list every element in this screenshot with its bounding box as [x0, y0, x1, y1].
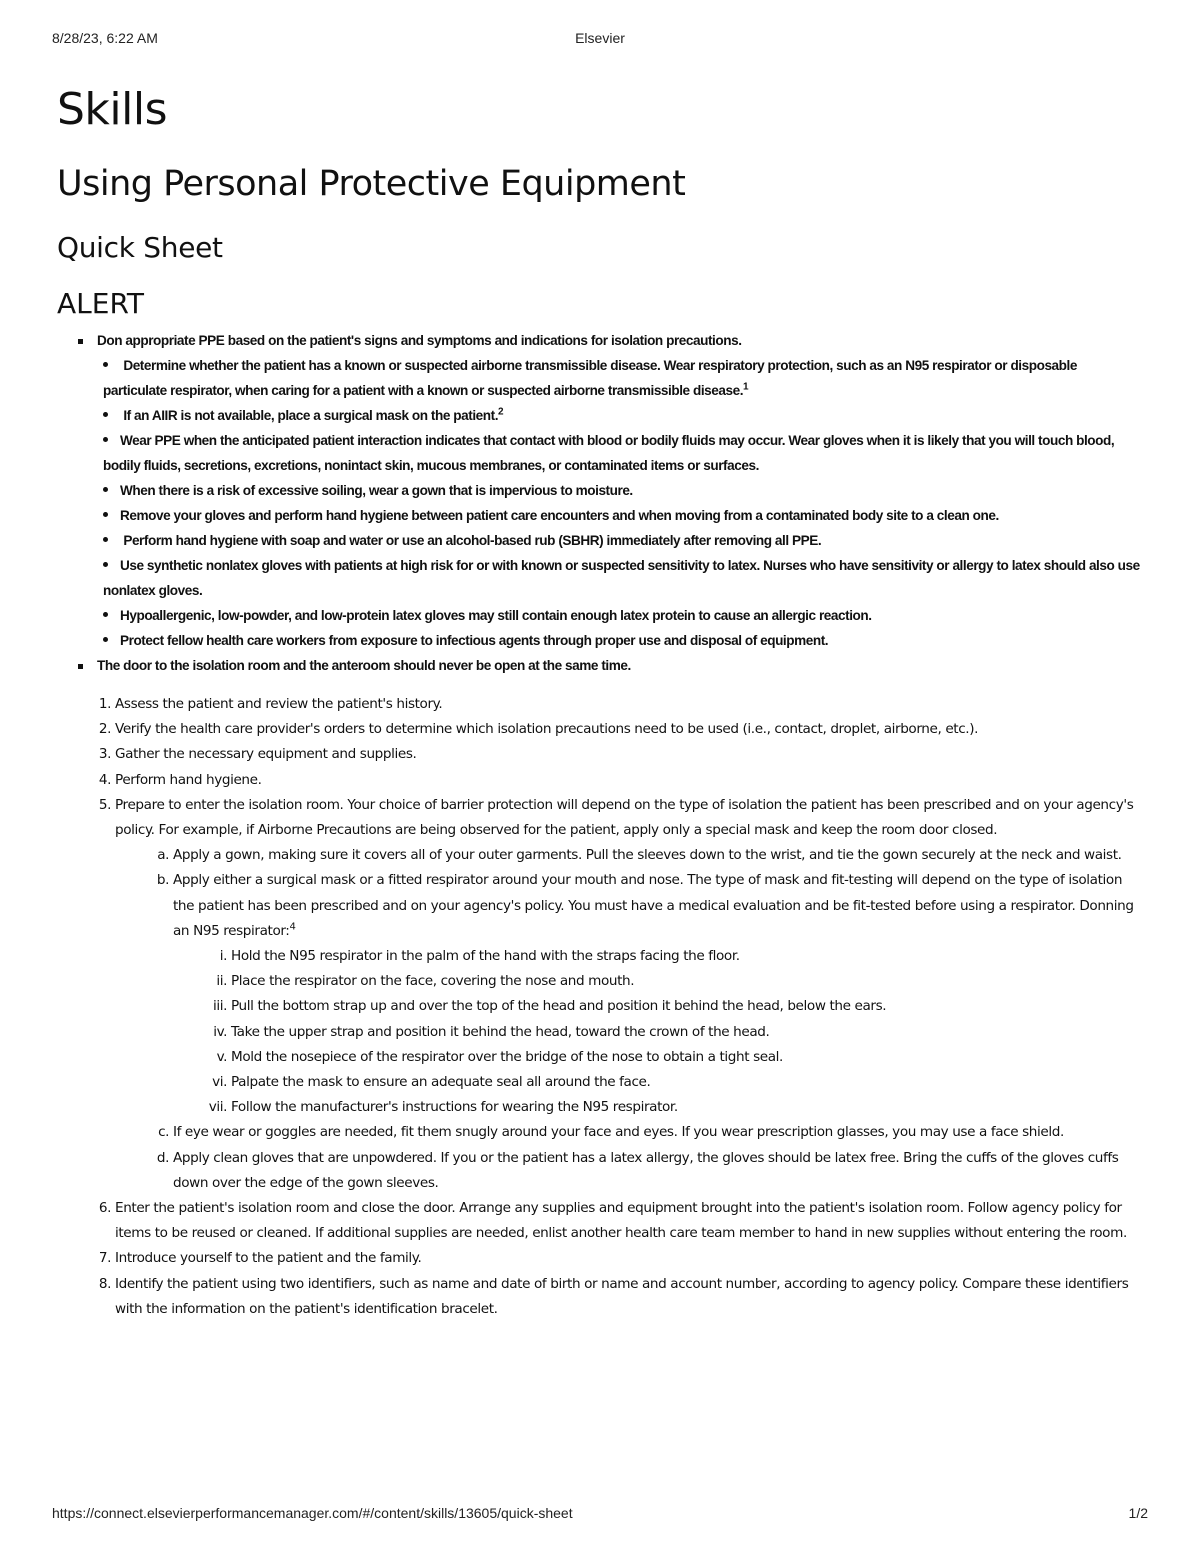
bullet-icon [103, 362, 108, 367]
alert-item [77, 328, 1142, 653]
substep-roman-item: ii. Place the respirator on the face, covering the nose and mouth. [231, 969, 1142, 994]
footnote-ref[interactable]: 2 [498, 406, 504, 418]
footnote-ref[interactable]: 4 [289, 921, 296, 933]
alert-subitem: Protect fellow health care workers from exposure to infectious agents through proper use and disposal of equipment. [103, 628, 1142, 653]
alert-item-text: The door to the isolation room and the anteroom should never be open at the same time. [97, 658, 631, 673]
print-site-title: Elsevier [575, 30, 625, 46]
alert-subitem: Remove your gloves and perform hand hygiene between patient care encounters and when moving from a contaminated body site to a clean one. [103, 503, 1142, 528]
step-item: 2. Verify the health care provider's orders to determine which isolation precautions need to be used (i.e., contact, droplet, airborne, etc.). [115, 717, 1142, 742]
print-header [52, 30, 1148, 50]
step-item: 7. Introduce yourself to the patient and the family. [115, 1246, 1142, 1271]
substep-roman-item: vi. Palpate the mask to ensure an adequate seal all around the face. [231, 1070, 1142, 1095]
print-footer [52, 1505, 1148, 1525]
alert-subitem: Wear PPE when the anticipated patient interaction indicates that contact with blood or bodily fluids may occur. Wear gloves when it is likely that you will touch blood, bodily fluids, secretions, excretions, nonintact skin, mucous membranes, or contaminated items or surfaces. [103, 433, 1115, 473]
alert-subitem: When there is a risk of excessive soiling, wear a gown that is impervious to moisture. [103, 478, 1142, 503]
bullet-icon [103, 612, 108, 617]
substep-roman-item: iv. Take the upper strap and position it behind the head, toward the crown of the head. [231, 1020, 1142, 1045]
alert-subitem: If an AIIR is not available, place a surgical mask on the patient.$^2$ [103, 403, 1142, 428]
print-datetime: 8/28/23, 6:22 AM [52, 30, 158, 46]
substep-roman-list [173, 944, 1142, 1120]
alert-item-text: Don appropriate PPE based on the patient's signs and symptoms and indications for isolation precautions. [97, 333, 742, 348]
bullet-icon [103, 512, 108, 517]
procedure-steps [57, 692, 1142, 1322]
substep-roman-item: v. Mold the nosepiece of the respirator over the bridge of the nose to obtain a tight seal. [231, 1045, 1142, 1070]
alert-list [57, 328, 1142, 678]
substep-item [173, 868, 1142, 1120]
section-heading: Skills [57, 84, 168, 135]
substep-item: a. Apply a gown, making sure it covers all of your outer garments. Pull the sleeves down to the wrist, and tie the gown securely at the neck and waist. [173, 843, 1142, 868]
step-item [115, 793, 1142, 1196]
step-item: 3. Gather the necessary equipment and supplies. [115, 742, 1142, 767]
bullet-icon [103, 487, 108, 492]
bullet-icon [103, 437, 108, 442]
page-url-link[interactable]: https://connect.elsevierperformancemanager.com/#/content/skills/13605/quick-sheet [52, 1505, 573, 1521]
step-item: 6. Enter the patient's isolation room and close the door. Arrange any supplies and equipment brought into the patient's isolation room. Follow agency policy for items to be reused or cleaned. If additional supplies are needed, enlist another health care team member to hand in new supplies without entering the room. [115, 1196, 1142, 1246]
page-subtitle: Quick Sheet [57, 231, 223, 264]
document-content [57, 80, 1142, 1322]
bullet-icon [103, 537, 108, 542]
footnote-ref[interactable]: 1 [743, 381, 749, 393]
alert-subitem: Perform hand hygiene with soap and water or use an alcohol-based rub (SBHR) immediately after removing all PPE. [103, 528, 1142, 553]
step-item: 8. Identify the patient using two identifiers, such as name and date of birth or name and account number, according to agency policy. Compare these identifiers with the information on the patient's identification bracelet. [115, 1272, 1142, 1322]
alert-item [77, 653, 1142, 678]
substep-roman-item: iii. Pull the bottom strap up and over the top of the head and position it behind the head, below the ears. [231, 994, 1142, 1019]
substep-item: d. Apply clean gloves that are unpowdered. If you or the patient has a latex allergy, the gloves should be latex free. Bring the cuffs of the gloves cuffs down over the edge of the gown sleeves. [173, 1146, 1142, 1196]
substep-roman-item: i. Hold the N95 respirator in the palm of the hand with the straps facing the floor. [231, 944, 1142, 969]
alert-subitem: Determine whether the patient has a known or suspected airborne transmissible disease. Wear respiratory protection, such as an N95 respirator or disposable particulate respirator, when caring for a patient with a known or suspected airborne transmissible disease.$^1$ [103, 358, 1077, 398]
page-number: 1/2 [1128, 1505, 1148, 1521]
substep-text: Apply either a surgical mask or a fitted respirator around your mouth and nose. The type of mask and fit-testing will depend on the type of isolation the patient has been prescribed and on your agency's policy. You must have a medical evaluation and be fit-tested before using a respirator. Donning an N95 respirator: [173, 872, 1134, 939]
substep-roman-item: vii. Follow the manufacturer's instructions for wearing the N95 respirator. [231, 1095, 1142, 1120]
substep-list [115, 843, 1142, 1196]
alert-subitem: Use synthetic nonlatex gloves with patients at high risk for or with known or suspected sensitivity to latex. Nurses who have sensitivity or allergy to latex should also use nonlatex gloves. [103, 558, 1140, 598]
alert-heading: ALERT [57, 287, 144, 320]
substep-item: c. If eye wear or goggles are needed, fit them snugly around your face and eyes. If you wear prescription glasses, you may use a face shield. [173, 1120, 1142, 1145]
alert-subitem: Hypoallergenic, low-powder, and low-protein latex gloves may still contain enough latex protein to cause an allergic reaction. [103, 603, 1142, 628]
bullet-icon [103, 637, 108, 642]
page-title: Using Personal Protective Equipment [57, 164, 686, 204]
step-item: 4. Perform hand hygiene. [115, 768, 1142, 793]
bullet-icon [103, 562, 108, 567]
step-text: Prepare to enter the isolation room. Your choice of barrier protection will depend on the type of isolation the patient has been prescribed and on your agency's policy. For example, if Airborne Precautions are being observed for the patient, apply only a special mask and keep the room door closed. [115, 796, 1134, 839]
step-item: 1. Assess the patient and review the patient's history. [115, 692, 1142, 717]
alert-sublist [97, 353, 1142, 653]
bullet-icon [103, 412, 108, 417]
